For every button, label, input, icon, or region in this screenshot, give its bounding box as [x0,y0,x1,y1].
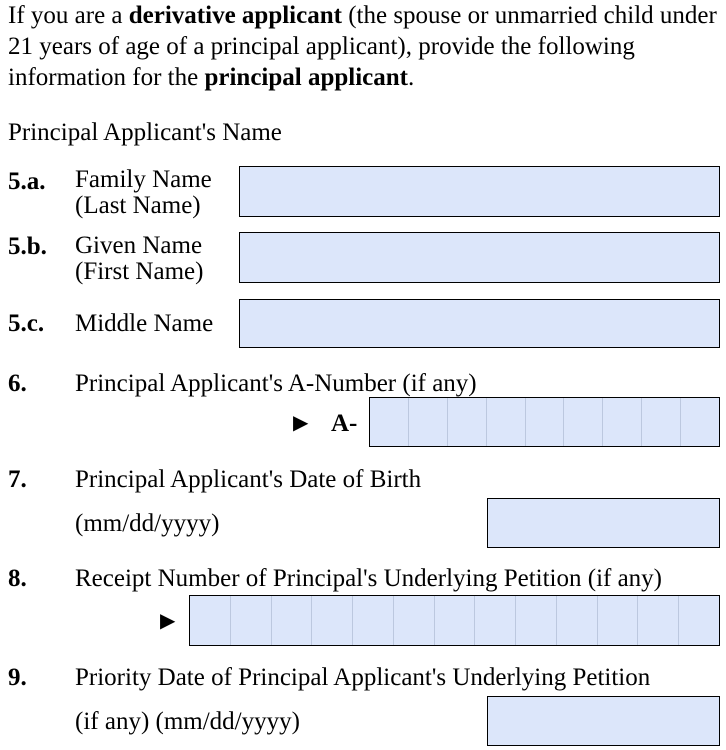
middle-name-input[interactable] [239,299,720,348]
receipt-number-cell[interactable] [597,596,638,645]
date-of-birth-input[interactable] [487,498,720,548]
item-9-label: Priority Date of Principal Applicant's Underlying Petition [75,664,651,691]
item-5b-number: 5.b. [8,233,47,260]
a-number-cell[interactable] [563,398,602,446]
family-name-input[interactable] [239,166,720,217]
receipt-number-cell[interactable] [311,596,352,645]
item-5b-label-line2: (First Name) [75,258,204,285]
item-9-number: 9. [8,664,27,691]
receipt-number-cell[interactable] [393,596,434,645]
receipt-number-cell[interactable] [556,596,597,645]
receipt-number-cell[interactable] [637,596,678,645]
intro-text-3: . [408,64,415,91]
receipt-number-cell[interactable] [352,596,393,645]
item-5a-label-line1: Family Name [75,166,212,193]
a-number-cell[interactable] [680,398,719,446]
item-8-label: Receipt Number of Principal's Underlying Petition (if any) [75,565,663,592]
intro-paragraph [8,0,724,93]
item-8-arrow-icon: ▶ [160,610,176,632]
intro-bold-derivative-applicant: derivative applicant [128,2,342,29]
item-8-number: 8. [8,565,27,592]
a-number-cell[interactable] [370,398,408,446]
item-7-number: 7. [8,466,27,493]
item-9-format: (if any) (mm/dd/yyyy) [75,708,300,735]
item-6-number: 6. [8,370,27,397]
intro-bold-principal-applicant: principal applicant [204,64,408,91]
a-number-cell[interactable] [486,398,525,446]
item-5b-label-line1: Given Name [75,232,203,259]
item-5c-number: 5.c. [8,310,45,337]
receipt-number-cell[interactable] [434,596,475,645]
intro-text-1: If you are a [8,2,129,29]
receipt-number-cell[interactable] [230,596,271,645]
receipt-number-cell[interactable] [190,596,230,645]
a-number-prefix: A- [331,410,358,437]
a-number-cell[interactable] [525,398,564,446]
a-number-input[interactable] [369,397,720,447]
item-7-format: (mm/dd/yyyy) [75,510,220,537]
item-5a-number: 5.a. [8,168,46,195]
given-name-input[interactable] [239,232,720,283]
item-5c-label: Middle Name [75,310,214,337]
receipt-number-cell[interactable] [474,596,515,645]
receipt-number-cell[interactable] [271,596,312,645]
item-5a-label-line2: (Last Name) [75,192,201,219]
a-number-cell[interactable] [641,398,680,446]
receipt-number-cell[interactable] [678,596,719,645]
intro-text-2: (the spouse or unmarried child under 21 years of age of a principal applicant), provide the following information for the [8,2,717,91]
section-heading: Principal Applicant's Name [8,119,282,146]
receipt-number-cell[interactable] [515,596,556,645]
item-6-arrow-icon: ▶ [293,412,309,434]
priority-date-input[interactable] [487,696,720,746]
a-number-cell[interactable] [447,398,486,446]
receipt-number-input[interactable] [189,595,720,646]
a-number-cell[interactable] [408,398,447,446]
a-number-cell[interactable] [602,398,641,446]
item-6-label: Principal Applicant's A-Number (if any) [75,370,477,397]
item-7-label: Principal Applicant's Date of Birth [75,466,422,493]
